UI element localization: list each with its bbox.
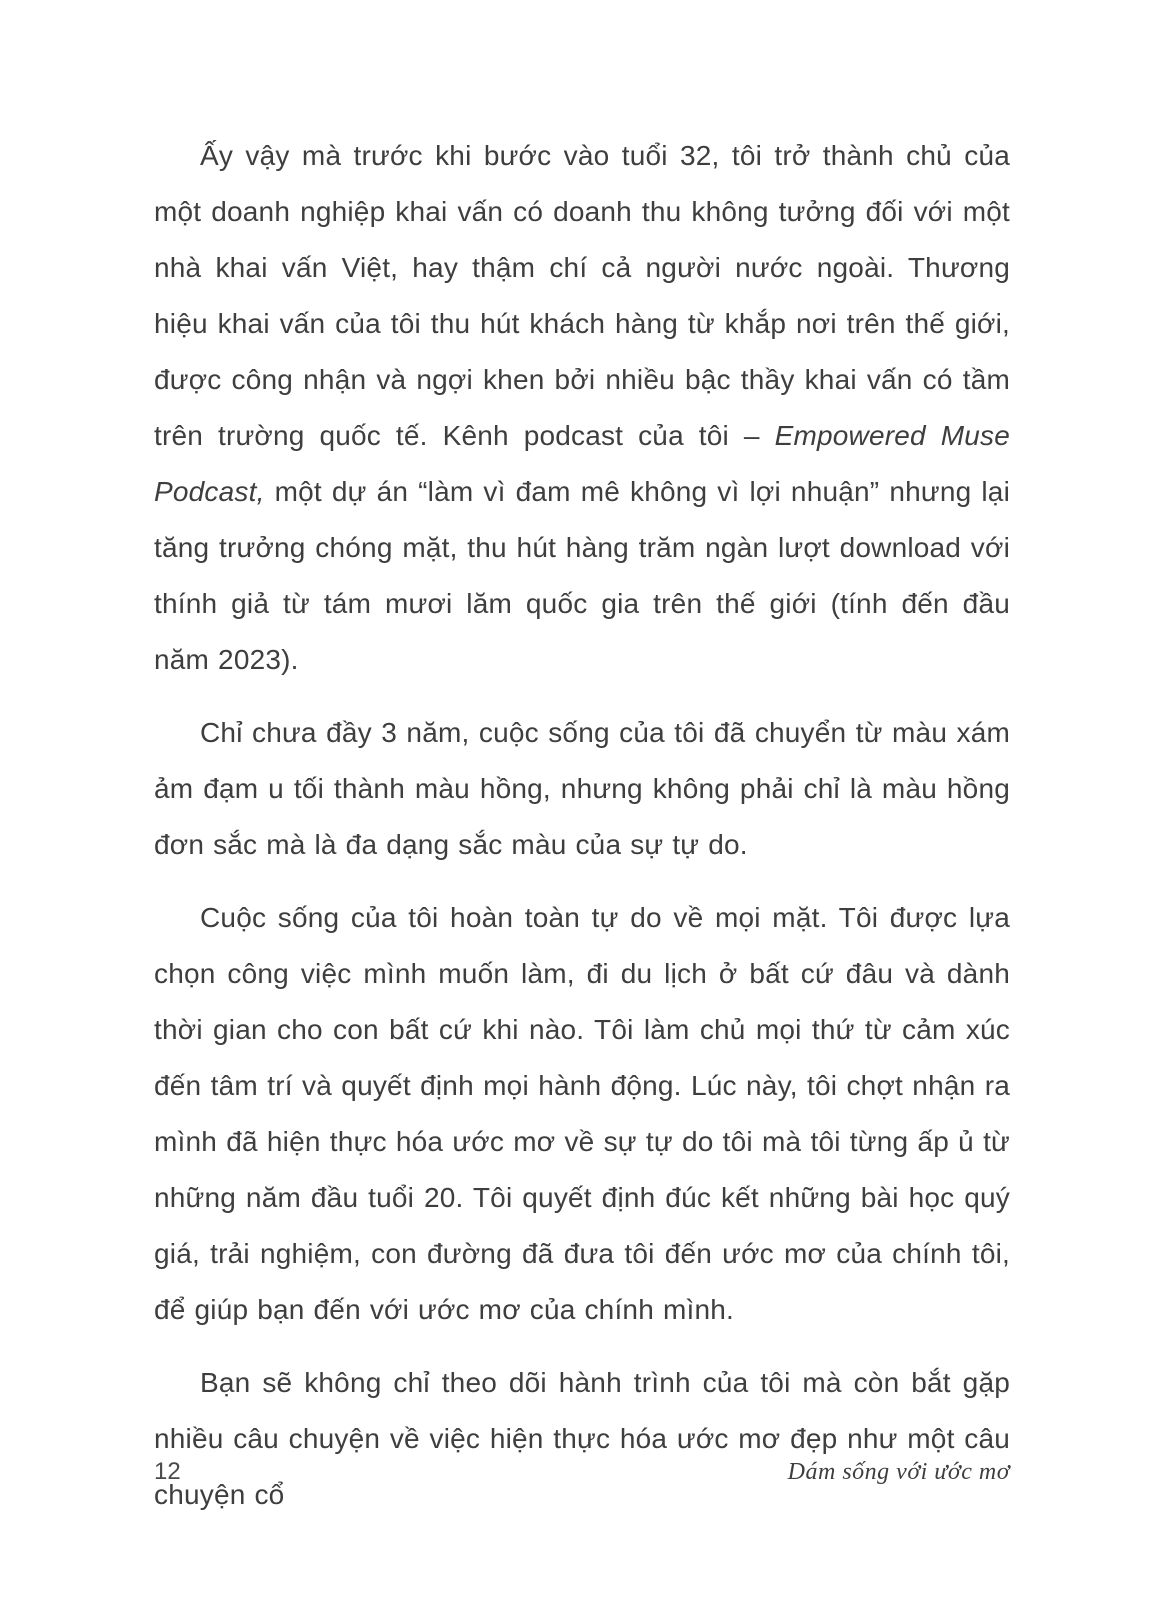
- paragraph-1-segment-3: một dự án “làm vì đam mê không vì lợi nhuận” nhưng lại tăng trưởng chóng mặt, thu hút hàng trăm ngàn lượt download với thính giả từ tám mươi lăm quốc gia trên thế giới (tính đến đầu năm 2023).: [154, 476, 1010, 675]
- paragraph-1-segment-1: Ấy vậy mà trước khi bước vào tuổi 32, tôi trở thành chủ của một doanh nghiệp khai vấn có doanh thu không tưởng đối với một nhà khai vấn Việt, hay thậm chí cả người nước ngoài. Thương hiệu khai vấn của tôi thu hút khách hàng từ khắp nơi trên thế giới, được công nhận và ngợi khen bởi nhiều bậc thầy khai vấn có tầm trên trường quốc tế. Kênh podcast của tôi –: [154, 140, 1010, 451]
- page-footer: [154, 1458, 1010, 1486]
- page-number: 12: [154, 1458, 181, 1485]
- paragraph-4: Bạn sẽ không chỉ theo dõi hành trình của tôi mà còn bắt gặp nhiều câu chuyện về việc hiện thực hóa ước mơ đẹp như một câu chuyện cổ: [154, 1367, 1010, 1510]
- paragraph-3: Cuộc sống của tôi hoàn toàn tự do về mọi mặt. Tôi được lựa chọn công việc mình muốn làm, đi du lịch ở bất cứ đâu và dành thời gian cho con bất cứ khi nào. Tôi làm chủ mọi thứ từ cảm xúc đến tâm trí và quyết định mọi hành động. Lúc này, tôi chợt nhận ra mình đã hiện thực hóa ước mơ về sự tự do tôi mà tôi từng ấp ủ từ những năm đầu tuổi 20. Tôi quyết định đúc kết những bài học quý giá, trải nghiệm, con đường đã đưa tôi đến ước mơ của chính tôi, để giúp bạn đến với ước mơ của chính mình.: [154, 902, 1010, 1325]
- body-text: [154, 128, 1010, 1540]
- footer-book-title: Dám sống với ước mơ: [787, 1459, 1010, 1485]
- paragraph-1: [154, 128, 1010, 688]
- paragraph-1-italic-podcast-title: Empowered Muse Podcast,: [154, 420, 1010, 507]
- paragraph-2: Chỉ chưa đầy 3 năm, cuộc sống của tôi đã chuyển từ màu xám ảm đạm u tối thành màu hồng, nhưng không phải chỉ là màu hồng đơn sắc mà là đa dạng sắc màu của sự tự do.: [154, 717, 1010, 860]
